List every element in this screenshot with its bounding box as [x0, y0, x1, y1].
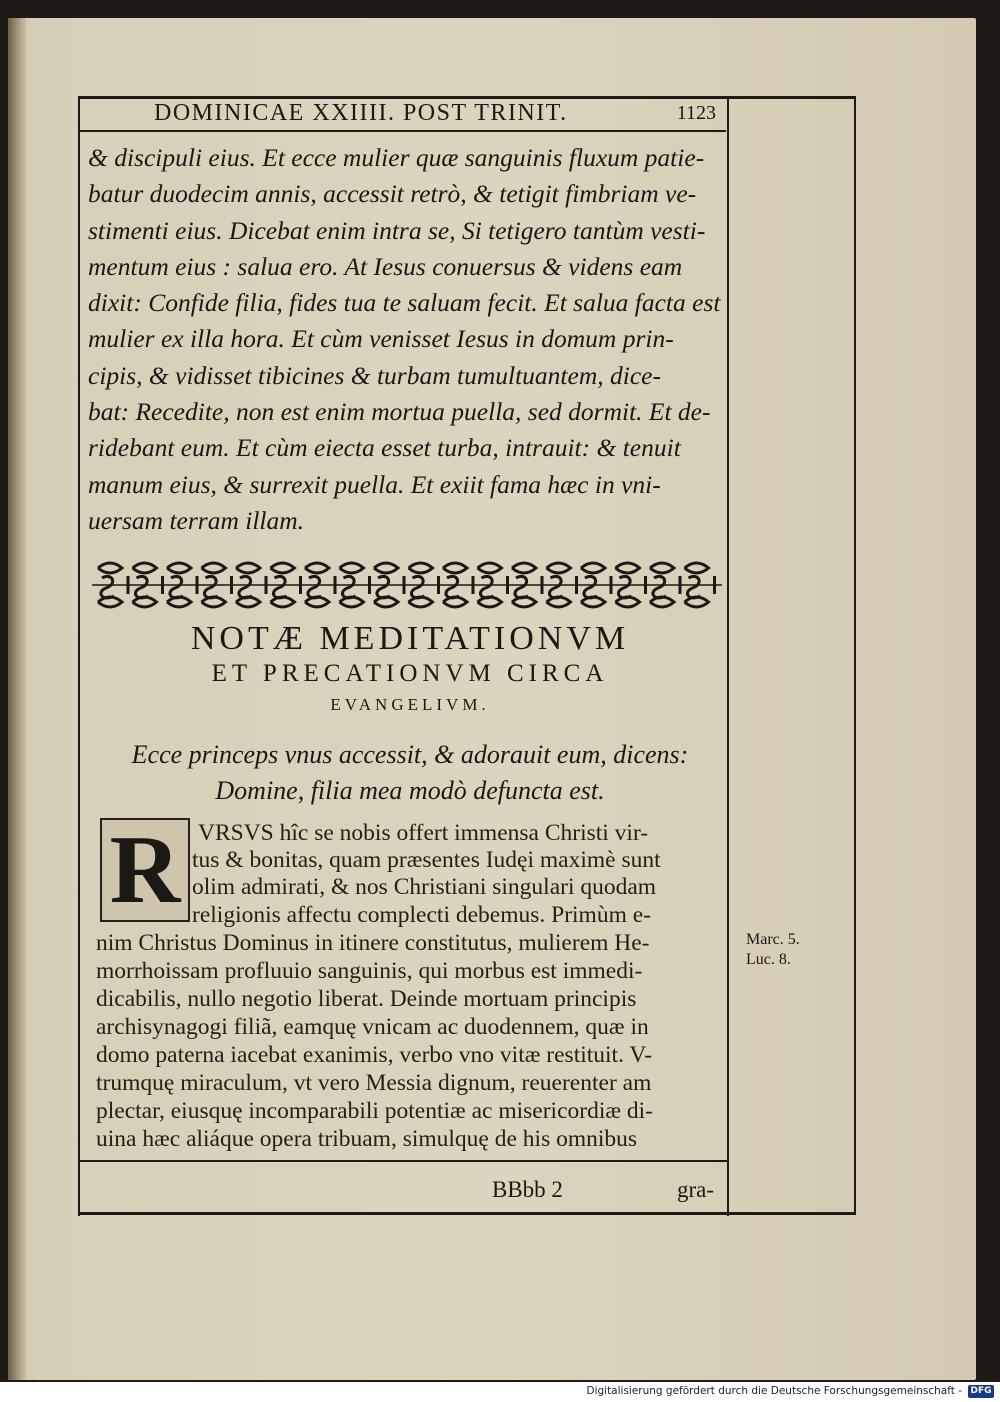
section-heading-line-3: EVANGELIVM.	[330, 695, 490, 714]
meditation-line: nim Christus Dominus in itinere constitutus, mulierem He-	[96, 930, 650, 956]
gospel-line: mulier ex illa hora. Et cùm venisset Iesus in domum prin-	[88, 324, 674, 354]
dfg-logo: DFG	[968, 1385, 994, 1398]
gospel-line: dixit: Confide filia, fides tua te saluam fecit. Et salua facta est	[88, 288, 721, 318]
decorated-initial	[100, 818, 190, 922]
meditation-line: olim admirati, & nos Christiani singulari quodam	[192, 874, 657, 900]
gospel-line: uersam terram illam.	[88, 505, 305, 535]
initial-letter: R	[109, 816, 181, 924]
meditation-line: archisynagogi filiã, eamquę vnicam ac duodennem, quæ in	[96, 1014, 649, 1040]
bottom-rule	[80, 1212, 856, 1215]
meditation-line: morrhoissam profluuio sanguinis, qui morbus est immedi-	[96, 958, 643, 984]
signature-mark: BBbb 2	[492, 1177, 563, 1202]
meditation-line: uina hæc aliáque opera tribuam, simulquę de his omnibus	[96, 1126, 638, 1152]
gospel-line: cipis, & vidisset tibicines & turbam tumultuantem, dice-	[88, 360, 661, 390]
gospel-line: mentum eius : salua ero. At Iesus conuersus & videns eam	[88, 251, 683, 281]
gospel-line: ridebant eum. Et cùm eiecta esset turba, intrauit: & tenuit	[88, 433, 681, 463]
page-binding	[8, 18, 26, 1380]
ornament-border	[92, 556, 722, 614]
meditation-line: tus & bonitas, quam præsentes Iudęi maximè sunt	[192, 847, 661, 873]
gospel-line: & discipuli eius. Et ecce mulier quæ sanguinis fluxum patie-	[88, 143, 705, 172]
funding-notice: Digitalisierung gefördert durch die Deutsche Forschungsgemeinschaft -	[586, 1385, 962, 1397]
meditation-line: trumquę miraculum, vt vero Messia dignum, reuerenter am	[96, 1070, 652, 1096]
gospel-text	[88, 140, 728, 539]
scripture-quote-line-1: Ecce princeps vnus accessit, & adorauit eum, dicens:	[131, 740, 689, 769]
gospel-line: batur duodecim annis, accessit retrò, & tetigit fimbriam ve-	[88, 179, 697, 209]
gospel-line: stimenti eius. Dicebat enim intra se, Si tetigero tantùm vesti-	[88, 215, 706, 245]
section-heading-line-2: ET PRECATIONVM CIRCA	[211, 660, 609, 687]
meditation-line: VRSVS hîc se nobis offert immensa Christi vir-	[198, 820, 649, 846]
marginal-reference	[746, 930, 826, 970]
bottom-rule-text	[80, 1160, 728, 1162]
meditation-line: dicabilis, nullo negotio liberat. Deinde mortuam principis	[96, 986, 637, 1012]
gospel-line: manum eius, & surrexit puella. Et exiit fama hæc in vni-	[88, 469, 661, 499]
marginal-ref-luke: Luc. 8.	[746, 951, 791, 968]
gospel-line: bat: Recedite, non est enim mortua puella, sed dormit. Et de-	[88, 397, 711, 427]
meditation-line: religionis affectu complecti debemus. Primùm e-	[192, 902, 651, 928]
meditation-line: domo paterna iacebat exanimis, verbo vno vitæ restituit. V-	[96, 1042, 653, 1068]
scripture-quote-line-2: Domine, filia mea modò defuncta est.	[215, 776, 605, 805]
outer-right-rule	[854, 96, 856, 1214]
header-title: DOMINICAE XXIIII. POST TRINIT.	[154, 100, 568, 126]
header-rule	[80, 130, 726, 132]
catchword: gra-	[677, 1177, 715, 1202]
page-number: 1123	[676, 102, 716, 124]
top-rule	[80, 96, 856, 99]
meditation-line: plectar, eiusquę incomparabili potentiæ ac misericordiæ di-	[96, 1098, 654, 1124]
running-header	[82, 100, 722, 130]
section-heading-line-1: NOTÆ MEDITATIONVM	[190, 620, 630, 657]
marginal-ref-mark: Marc. 5.	[746, 931, 800, 948]
footer-bar	[0, 1382, 1000, 1402]
